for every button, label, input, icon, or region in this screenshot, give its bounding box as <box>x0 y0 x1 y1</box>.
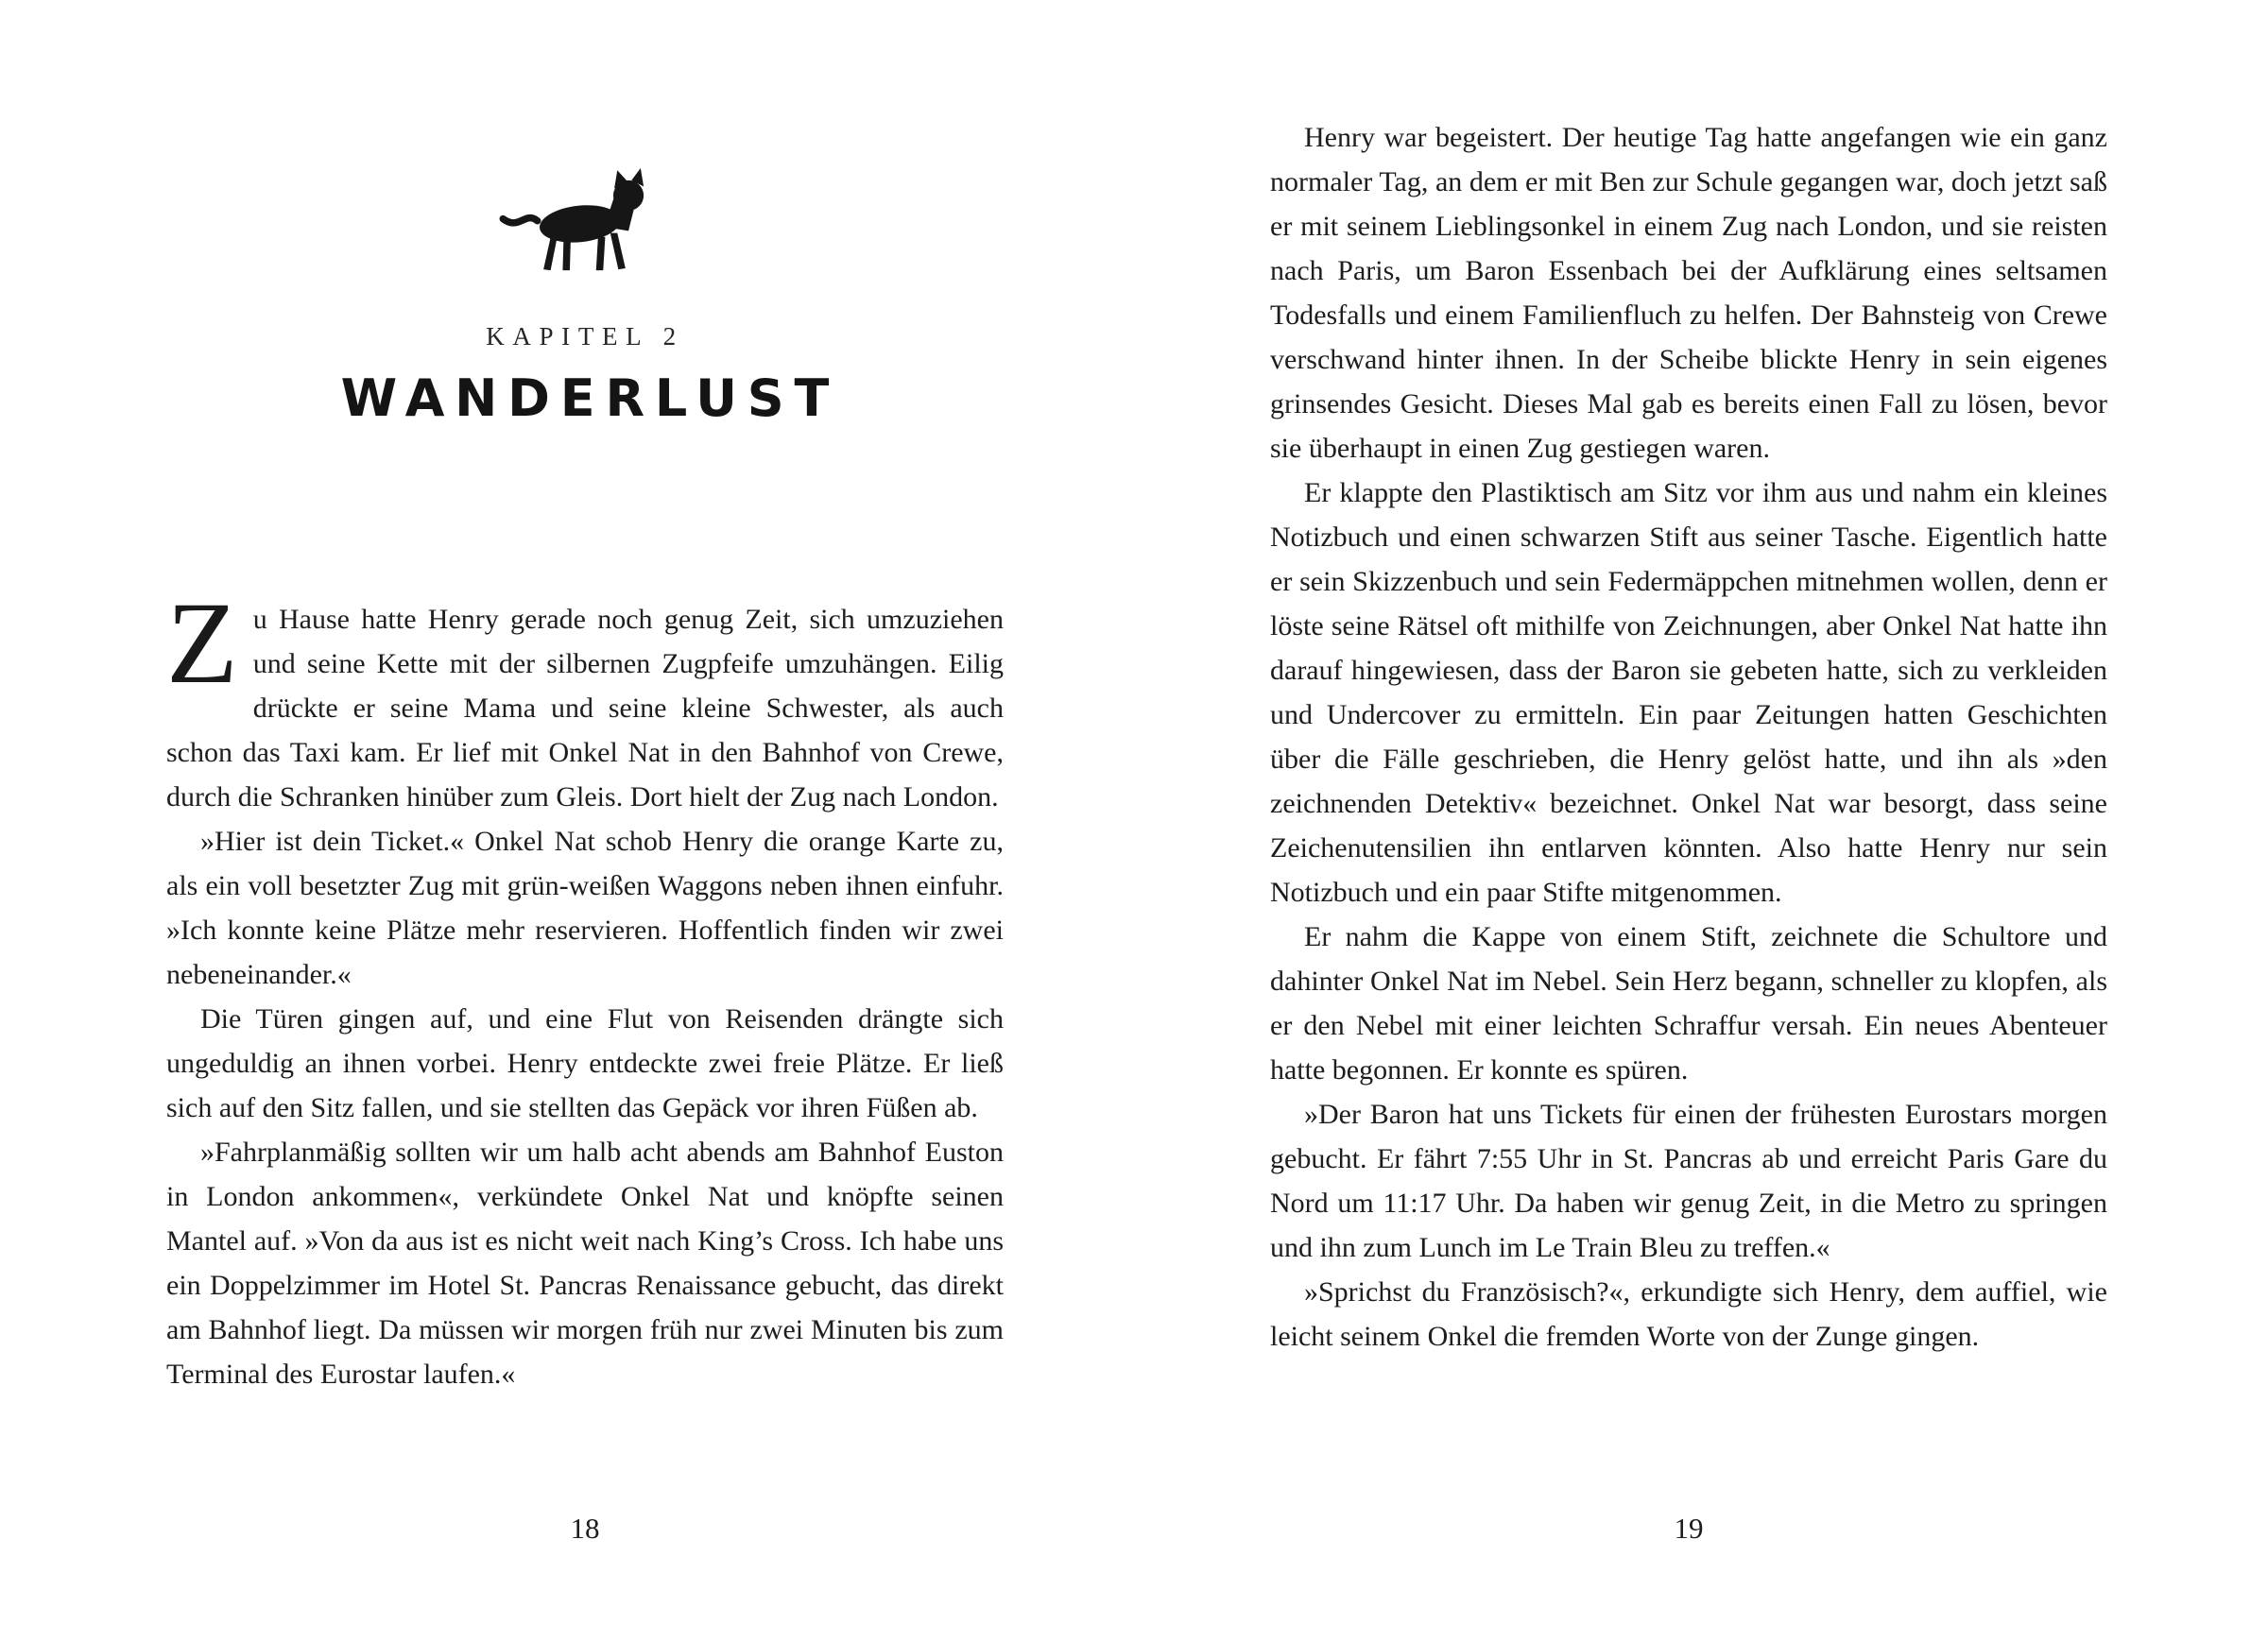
paragraph: »Fahrplanmäßig sollten wir um halb acht abends am Bahnhof Euston in London ankommen«, verkündete Onkel Nat und knöpfte seinen Mantel auf. »Von da aus ist es nicht weit nach King’s Cross. Ich habe uns ein Doppelzimmer im Hotel St. Pancras Renaissance gebucht, das direkt am Bahnhof liegt. Da müssen wir morgen früh nur zwei Minuten bis zum Terminal des Eurostar laufen.« <box>166 1137 1004 1390</box>
page-right <box>1270 0 2107 1642</box>
drop-cap: Z <box>166 578 238 708</box>
paragraph: »Sprichst du Französisch?«, erkundigte sich Henry, dem auffiel, wie leicht seinem Onkel die fremden Worte von der Zunge gingen. <box>1270 1276 2107 1352</box>
page-number-left: 18 <box>570 1512 600 1545</box>
page-number-right: 19 <box>1674 1512 1704 1545</box>
paragraph: »Der Baron hat uns Tickets für einen der frühesten Eurostars morgen gebucht. Er fährt 7:55 Uhr in St. Pancras ab und erreicht Paris Gare du Nord um 11:17 Uhr. Da haben wir genug Zeit, in die Metro zu springen und ihn zum Lunch im Le Train Bleu zu treffen.« <box>1270 1099 2107 1263</box>
paragraph: Henry war begeistert. Der heutige Tag hatte angefangen wie ein ganz normaler Tag, an dem er mit Ben zur Schule gegangen war, doch jetzt saß er mit seinem Lieblingsonkel in einem Zug nach London, und sie reisten nach Paris, um Baron Essenbach bei der Aufklärung eines seltsamen Todesfalls und einem Familienfluch zu helfen. Der Bahnsteig von Crewe verschwand hinter ihnen. In der Scheibe blickte Henry in sein eigenes grinsendes Gesicht. Dieses Mal gab es bereits einen Fall zu lösen, bevor sie überhaupt in einen Zug gestiegen waren. <box>1270 122 2107 464</box>
paragraph: »Hier ist dein Ticket.« Onkel Nat schob Henry die orange Karte zu, als ein voll besetzter Zug mit grün-weißen Waggons neben ihnen einfuhr. »Ich konnte keine Plätze mehr reservieren. Hoffentlich finden wir zwei nebeneinander.« <box>166 826 1004 990</box>
paragraph: Die Türen gingen auf, und eine Flut von Reisenden drängte sich ungeduldig an ihnen vorbei. Henry entdeckte zwei freie Plätze. Er ließ sich auf den Sitz fallen, und sie stellten das Gepäck vor ihren Füßen ab. <box>166 1003 1004 1123</box>
page-left <box>166 0 1004 1642</box>
chapter-header <box>166 168 1004 428</box>
chapter-label: KAPITEL 2 <box>486 322 684 351</box>
paragraph <box>166 578 1004 819</box>
paragraph-text: u Hause hatte Henry gerade noch genug Zeit, sich umzuziehen und seine Kette mit der silbernen Zugpfeife umzuhängen. Eilig drückte er seine Mama und seine kleine Schwester, als auch schon das Taxi kam. Er lief mit Onkel Nat in den Bahnhof von Crewe, durch die Schranken hinüber zum Gleis. Dort hielt der Zug nach London. <box>166 604 1004 812</box>
paragraph: Er klappte den Plastiktisch am Sitz vor ihm aus und nahm ein kleines Notizbuch und einen schwarzen Stift aus seiner Tasche. Eigentlich hatte er sein Skizzenbuch und sein Federmäppchen mitnehmen wollen, denn er löste seine Rätsel oft mithilfe von Zeichnungen, aber Onkel Nat hatte ihn darauf hingewiesen, dass der Baron sie gebeten hatte, sich zu verkleiden und Undercover zu ermitteln. Ein paar Zeitungen hatten Geschichten über die Fälle geschrieben, die Henry gelöst hatte, und ihn als »den zeichnenden Detektiv« bezeichnet. Onkel Nat war besorgt, dass seine Zeichenutensilien ihn entlarven könnten. Also hatte Henry nur sein Notizbuch und ein paar Stifte mitgenommen. <box>1270 477 2107 908</box>
paragraph: Er nahm die Kappe von einem Stift, zeichnete die Schultore und dahinter Onkel Nat im Nebel. Sein Herz begann, schneller zu klopfen, als er den Nebel mit einer leichten Schraffur versah. Ein neues Abenteuer hatte begonnen. Er konnte es spüren. <box>1270 921 2107 1086</box>
cat-illustration-icon <box>499 168 671 282</box>
chapter-title: WANDERLUST <box>340 368 840 428</box>
left-body-text <box>166 578 1004 1396</box>
right-body-text <box>1270 115 2107 1359</box>
